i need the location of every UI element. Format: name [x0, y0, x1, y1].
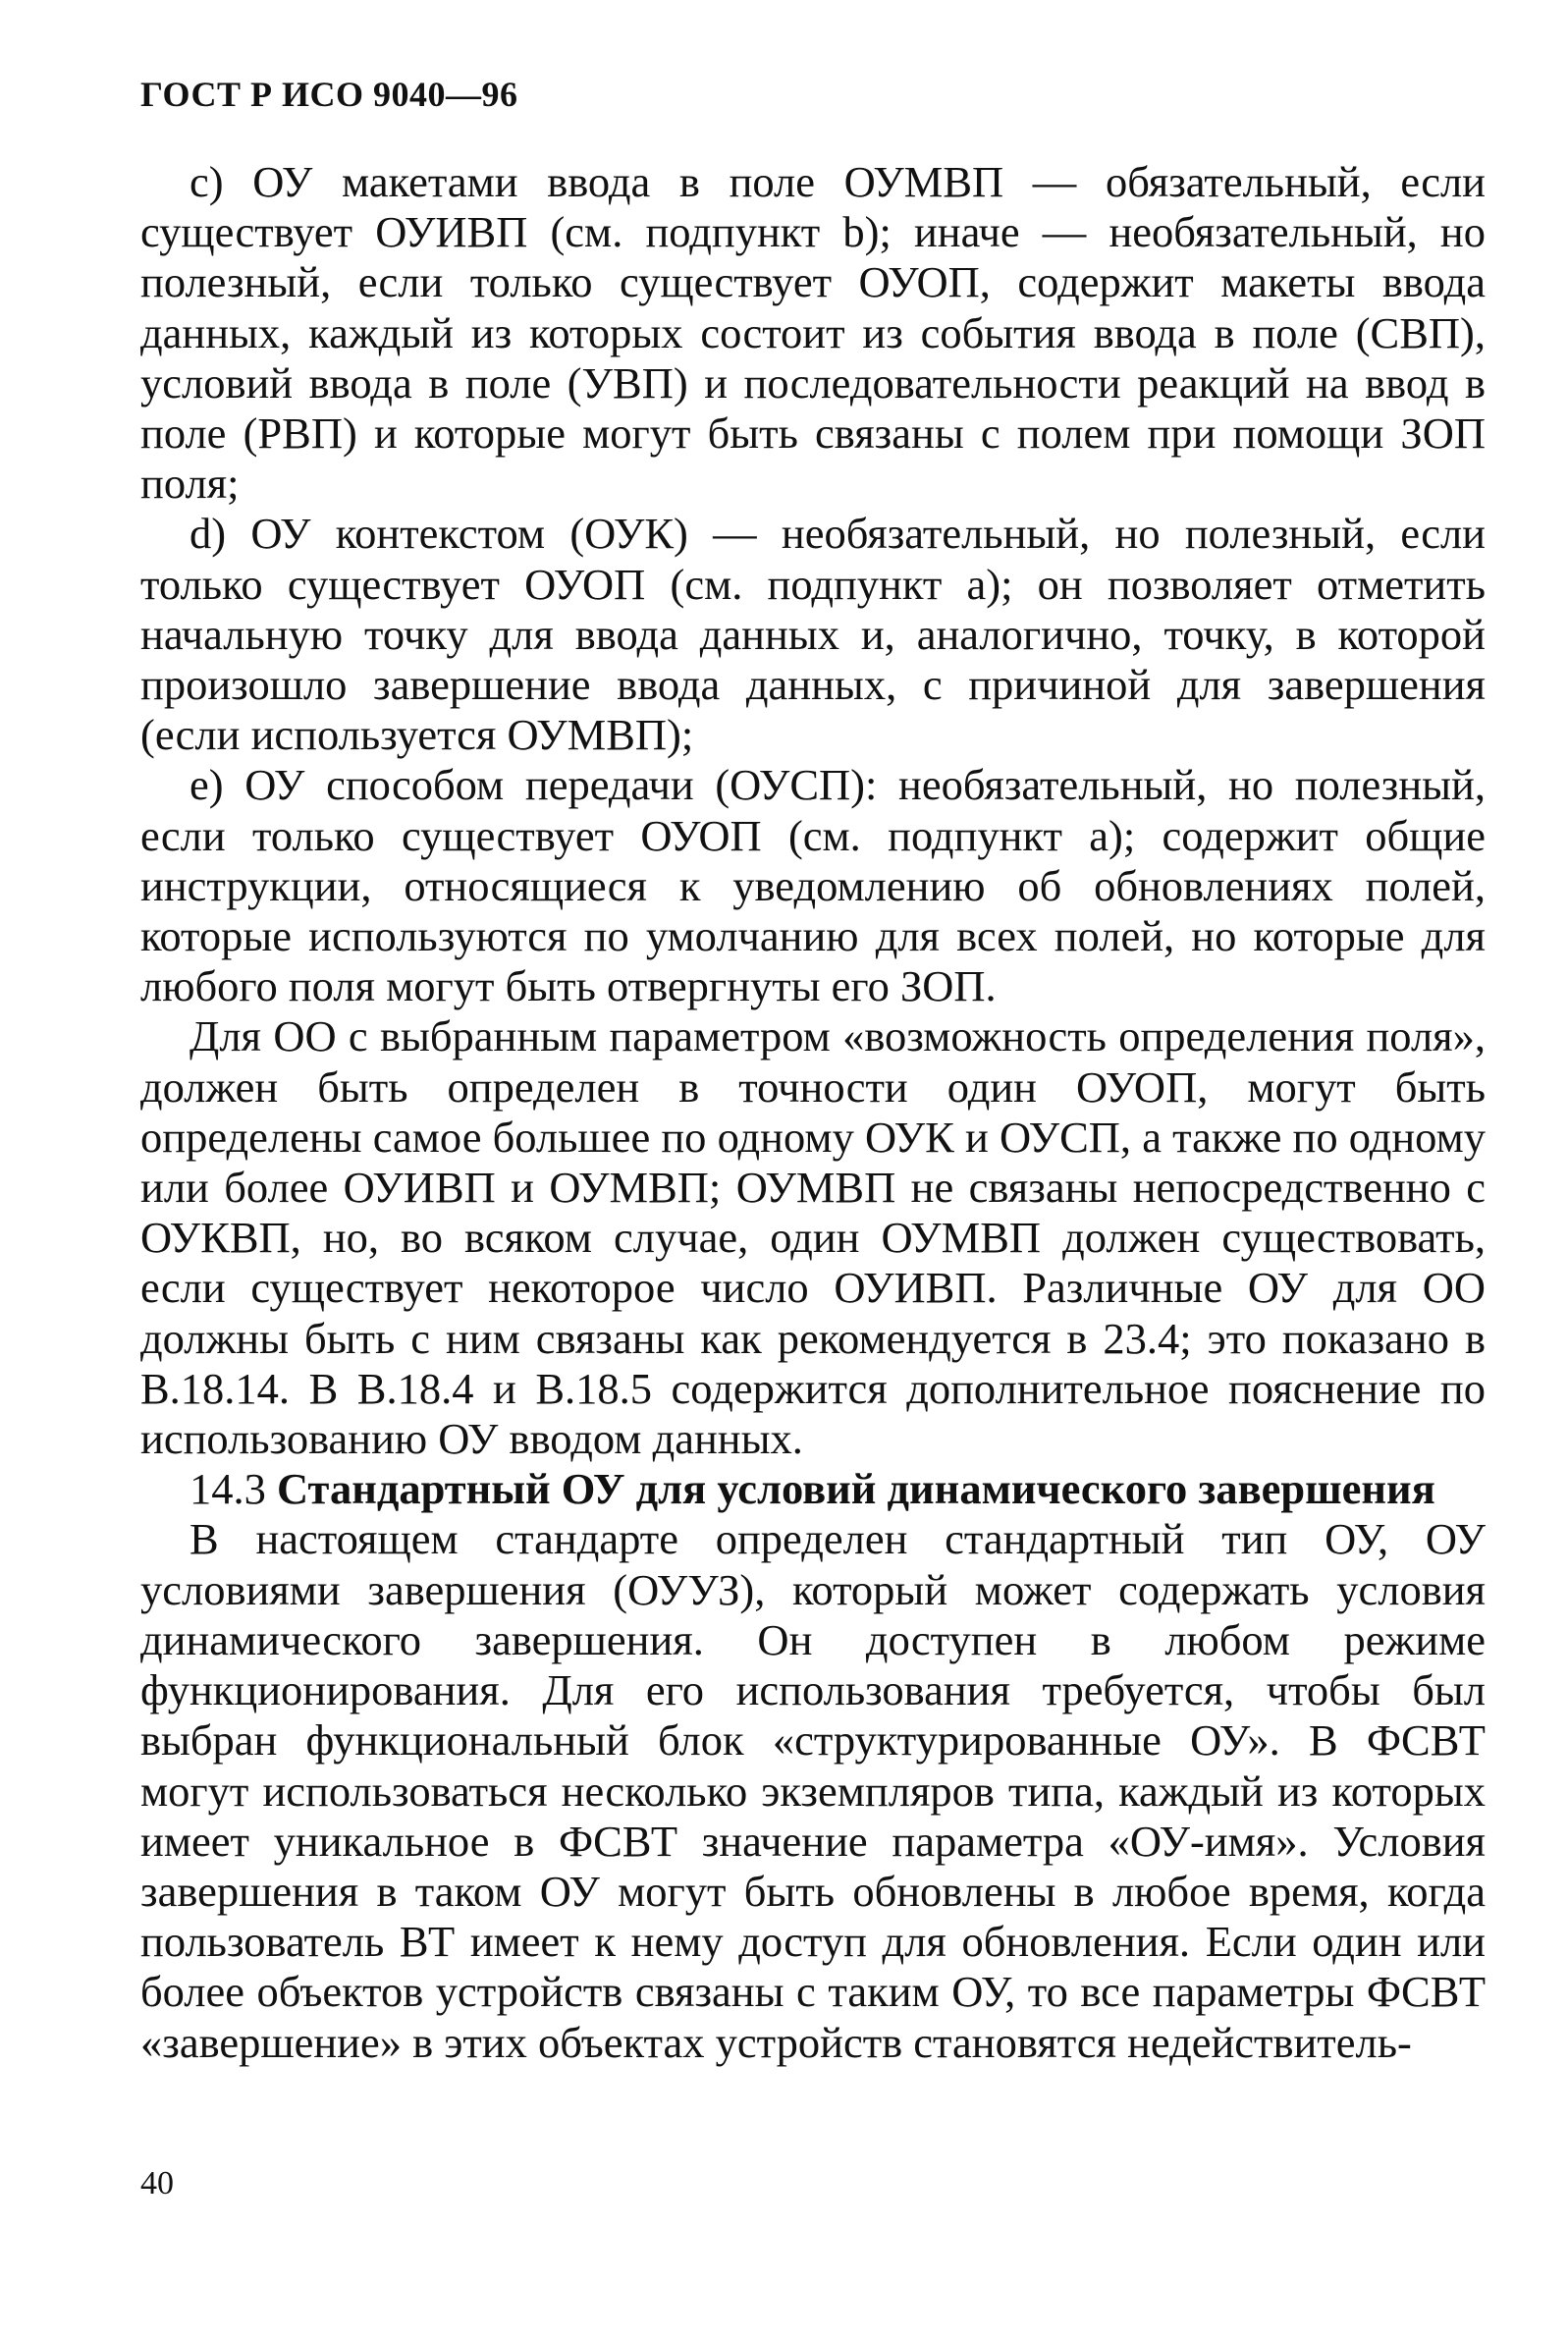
paragraph-oo: Для ОО с выбранным параметром «возможность определения поля», должен быть определен в точности один ОУОП, могут быть определены самое большее по одному ОУК и ОУСП, а также по одному или более ОУИВП и ОУМВП; ОУМВП не связаны непосредственно с ОУКВП, но, во всяком случае, один ОУМВП должен существовать, если существует некоторое число ОУИВП. Различные ОУ для ОО должны быть с ним связаны как рекомендуется в 23.4; это показано в В.18.14. В В.18.4 и В.18.5 содержится дополнительное пояснение по использованию ОУ вводом данных.	[140, 1011, 1486, 1464]
paragraph-standard: В настоящем стандарте определен стандартный тип ОУ, ОУ условиями завершения (ОУУЗ), который может содержать условия динамического завершения. Он доступен в любом режиме функционирования. Для его использования требуется, чтобы был выбран функциональный блок «структурированные ОУ». В ФСВТ могут использоваться несколько экземпляров типа, каждый из которых имеет уникальное в ФСВТ значение параметра «ОУ-имя». Условия завершения в таком ОУ могут быть обновлены в любое время, когда пользователь ВТ имеет к нему доступ для обновления. Если один или более объектов устройств связаны с таким ОУ, то все параметры ФСВТ «завершение» в этих объектах устройств становятся недействитель-	[140, 1514, 1486, 2067]
section-heading	[140, 1464, 1486, 1514]
paragraph-item-c: c) ОУ макетами ввода в поле ОУМВП — обязательный, если существует ОУИВП (см. подпункт b); иначе — необязательный, но полезный, если только существует ОУОП, содержит макеты ввода данных, каждый из которых состоит из события ввода в поле (СВП), условий ввода в поле (УВП) и последовательности реакций на ввод в поле (РВП) и которые могут быть связаны с полем при помощи ЗОП поля;	[140, 157, 1486, 509]
section-number: 14.3	[189, 1464, 266, 1514]
page-body	[140, 157, 1486, 2068]
page-number: 40	[140, 2165, 174, 2201]
paragraph-item-e: e) ОУ способом передачи (ОУСП): необязательный, но полезный, если только существует ОУОП (см. подпункт a); содержит общие инструкции, относящиеся к уведомлению об обновлениях полей, которые используются по умолчанию для всех полей, но которые для любого поля могут быть отвергнуты его ЗОП.	[140, 760, 1486, 1011]
paragraph-item-d: d) ОУ контекстом (ОУК) — необязательный, но полезный, если только существует ОУОП (см. подпункт a); он позволяет отметить начальную точку для ввода данных и, аналогично, точку, в которой произошло завершение ввода данных, с причиной для завершения (если используется ОУМВП);	[140, 509, 1486, 760]
section-title: Стандартный ОУ для условий динамического завершения	[277, 1464, 1435, 1514]
page-header: ГОСТ Р ИСО 9040—96	[140, 75, 518, 114]
